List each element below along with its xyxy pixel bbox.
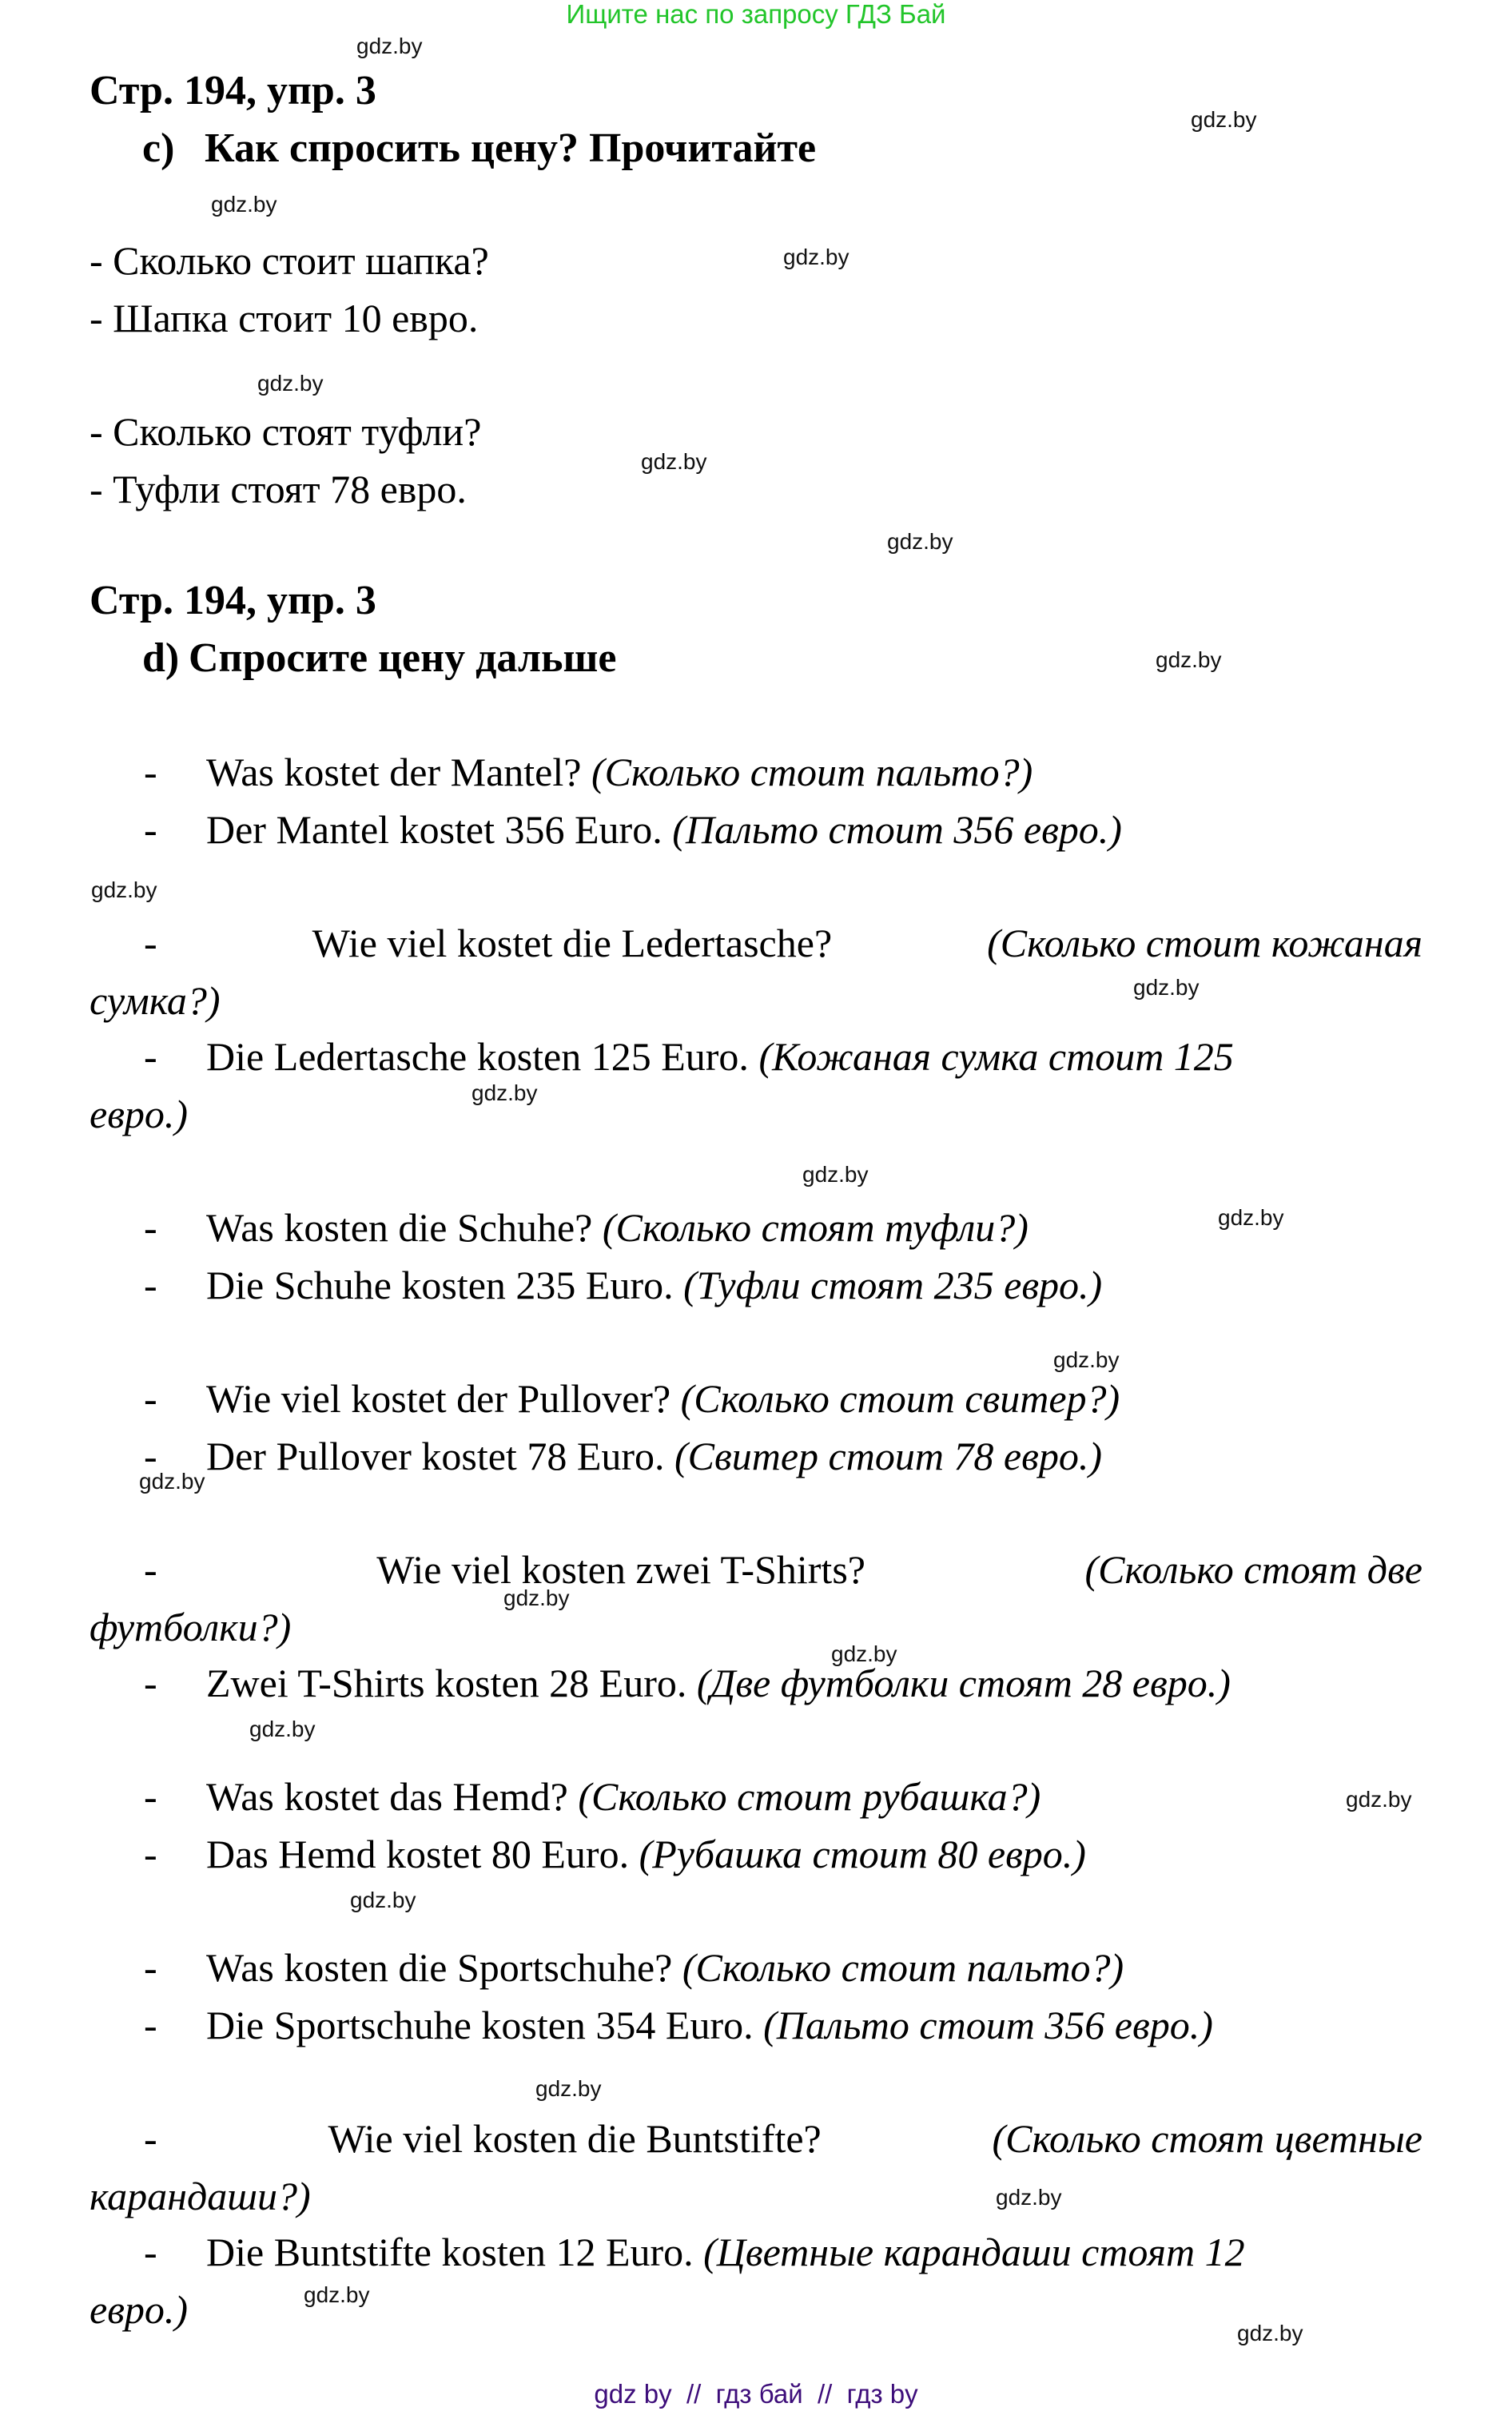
dash-marker: -	[144, 1376, 157, 1421]
dash-marker: -	[144, 1832, 157, 1876]
exercise-title: Спросите цену дальше	[189, 635, 617, 681]
dialogue-line	[144, 1546, 1422, 1593]
watermark: gdz.by	[831, 1641, 897, 1666]
section-heading: Стр. 194, упр. 3	[90, 68, 376, 113]
russian-translation: (Пальто стоит 356 евро.)	[763, 2003, 1213, 2047]
dialogue-line	[144, 748, 1422, 796]
russian-translation: (Две футболки стоят 28 евро.)	[696, 1661, 1231, 1705]
russian-translation: (Сколько стоит рубашка?)	[578, 1774, 1041, 1819]
watermark: gdz.by	[249, 1717, 316, 1741]
watermark: gdz.by	[535, 2076, 602, 2101]
dialogue-line	[144, 1944, 1422, 1991]
watermark: gdz.by	[1218, 1205, 1284, 1230]
german-text: Die Buntstifte kosten 12 Euro.	[206, 2230, 694, 2274]
russian-translation: (Сколько стоит свитер?)	[680, 1376, 1120, 1421]
exercise-subtitle	[142, 125, 816, 173]
russian-translation-continued: карандаши?)	[90, 2174, 311, 2218]
german-text: Der Mantel kostet 356 Euro.	[206, 807, 662, 852]
watermark: gdz.by	[1156, 647, 1222, 672]
watermark: gdz.by	[350, 1888, 416, 1912]
dialogue-line	[144, 1659, 1422, 1707]
exercise-subtitle	[142, 635, 617, 682]
exercise-title: Как спросить цену? Прочитайте	[205, 125, 817, 171]
exercise-marker: d)	[142, 635, 180, 681]
watermark: gdz.by	[802, 1162, 869, 1187]
watermark: gdz.by	[641, 449, 707, 474]
german-text: Was kostet das Hemd?	[206, 1774, 568, 1819]
dash-marker: -	[144, 807, 157, 852]
dash-marker: -	[144, 1661, 157, 1705]
search-hint-banner: Ищите нас по запросу ГДЗ Бай	[566, 0, 946, 29]
dialogue-line	[144, 2228, 1422, 2276]
watermark: gdz.by	[356, 34, 423, 58]
russian-translation: (Сколько стоит пальто?)	[682, 1945, 1124, 1990]
watermark: gdz.by	[139, 1469, 205, 1494]
dash-marker: -	[144, 1205, 157, 1250]
russian-translation: (Сколько стоят две	[1084, 1547, 1422, 1592]
watermark: gdz.by	[1191, 107, 1257, 132]
german-text: Der Pullover kostet 78 Euro.	[206, 1434, 665, 1478]
german-text: Wie viel kosten die Buntstifte?	[328, 2116, 822, 2161]
german-text: Wie viel kostet der Pullover?	[206, 1376, 671, 1421]
watermark: gdz.by	[91, 877, 157, 902]
dialogue-line	[144, 1432, 1422, 1480]
russian-translation: (Рубашка стоит 80 евро.)	[639, 1832, 1086, 1876]
watermark: gdz.by	[304, 2282, 370, 2307]
german-text: Wie viel kosten zwei T-Shirts?	[376, 1547, 865, 1592]
watermark: gdz.by	[1133, 975, 1200, 1000]
dialogue-line: - Шапка стоит 10 евро.	[90, 296, 479, 340]
dialogue-line	[144, 806, 1422, 853]
german-text: Die Sportschuhe kosten 354 Euro.	[206, 2003, 754, 2047]
german-text: Zwei T-Shirts kosten 28 Euro.	[206, 1661, 687, 1705]
german-text: Die Schuhe kosten 235 Euro.	[206, 1263, 674, 1307]
russian-translation-continued: евро.)	[90, 1092, 189, 1136]
russian-translation: (Кожаная сумка стоит 125	[758, 1034, 1234, 1079]
dialogue-line	[144, 2001, 1422, 2049]
russian-translation: (Цветные карандаши стоят 12	[703, 2230, 1245, 2274]
russian-translation: (Свитер стоит 78 евро.)	[674, 1434, 1102, 1478]
russian-translation: (Сколько стоит пальто?)	[591, 750, 1033, 794]
russian-translation: (Сколько стоят туфли?)	[602, 1205, 1029, 1250]
dialogue-line	[144, 919, 1422, 967]
german-text: Wie viel kostet die Ledertasche?	[312, 921, 833, 965]
dialogue-line	[144, 1375, 1422, 1422]
dialogue-line	[144, 1261, 1422, 1309]
russian-translation-continued: сумка?)	[90, 978, 221, 1023]
russian-translation: (Пальто стоит 356 евро.)	[672, 807, 1122, 852]
watermark: gdz.by	[887, 529, 953, 554]
dialogue-line	[144, 1032, 1422, 1080]
dialogue-line: - Сколько стоит шапка?	[90, 238, 489, 283]
german-text: Was kosten die Sportschuhe?	[206, 1945, 673, 1990]
dialogue-line	[144, 1830, 1422, 1878]
watermark: gdz.by	[1053, 1347, 1120, 1372]
dash-marker: -	[144, 750, 157, 794]
dash-marker: -	[144, 1547, 157, 1592]
watermark: gdz.by	[1237, 2321, 1303, 2345]
dash-marker: -	[144, 2003, 157, 2047]
dash-marker: -	[144, 2230, 157, 2274]
dash-marker: -	[144, 1263, 157, 1307]
german-text: Das Hemd kostet 80 Euro.	[206, 1832, 630, 1876]
dash-marker: -	[144, 1774, 157, 1819]
dash-marker: -	[144, 1434, 157, 1478]
dash-marker: -	[144, 1945, 157, 1990]
watermark: gdz.by	[472, 1080, 538, 1105]
footer-links: gdz by // гдз бай // гдз by	[594, 2379, 918, 2409]
russian-translation-continued: евро.)	[90, 2287, 189, 2332]
dash-marker: -	[144, 1034, 157, 1079]
watermark: gdz.by	[996, 2185, 1062, 2210]
watermark: gdz.by	[257, 371, 324, 396]
dialogue-line	[144, 1772, 1422, 1820]
german-text: Was kosten die Schuhe?	[206, 1205, 593, 1250]
dialogue-line: - Туфли стоят 78 евро.	[90, 467, 467, 511]
exercise-marker: c)	[142, 125, 175, 171]
dialogue-line	[144, 2115, 1422, 2162]
german-text: Die Ledertasche kosten 125 Euro.	[206, 1034, 749, 1079]
dash-marker: -	[144, 2116, 157, 2161]
dash-marker: -	[144, 921, 157, 965]
watermark: gdz.by	[783, 245, 850, 269]
russian-translation: (Туфли стоят 235 евро.)	[683, 1263, 1103, 1307]
russian-translation: (Сколько стоят цветные	[992, 2116, 1422, 2161]
russian-translation-continued: футболки?)	[90, 1605, 292, 1649]
russian-translation: (Сколько стоит кожаная	[987, 921, 1422, 965]
watermark: gdz.by	[1346, 1787, 1412, 1812]
watermark: gdz.by	[211, 192, 277, 217]
dialogue-line: - Сколько стоят туфли?	[90, 409, 482, 454]
watermark: gdz.by	[503, 1585, 570, 1610]
section-heading: Стр. 194, упр. 3	[90, 578, 376, 623]
german-text: Was kostet der Mantel?	[206, 750, 582, 794]
